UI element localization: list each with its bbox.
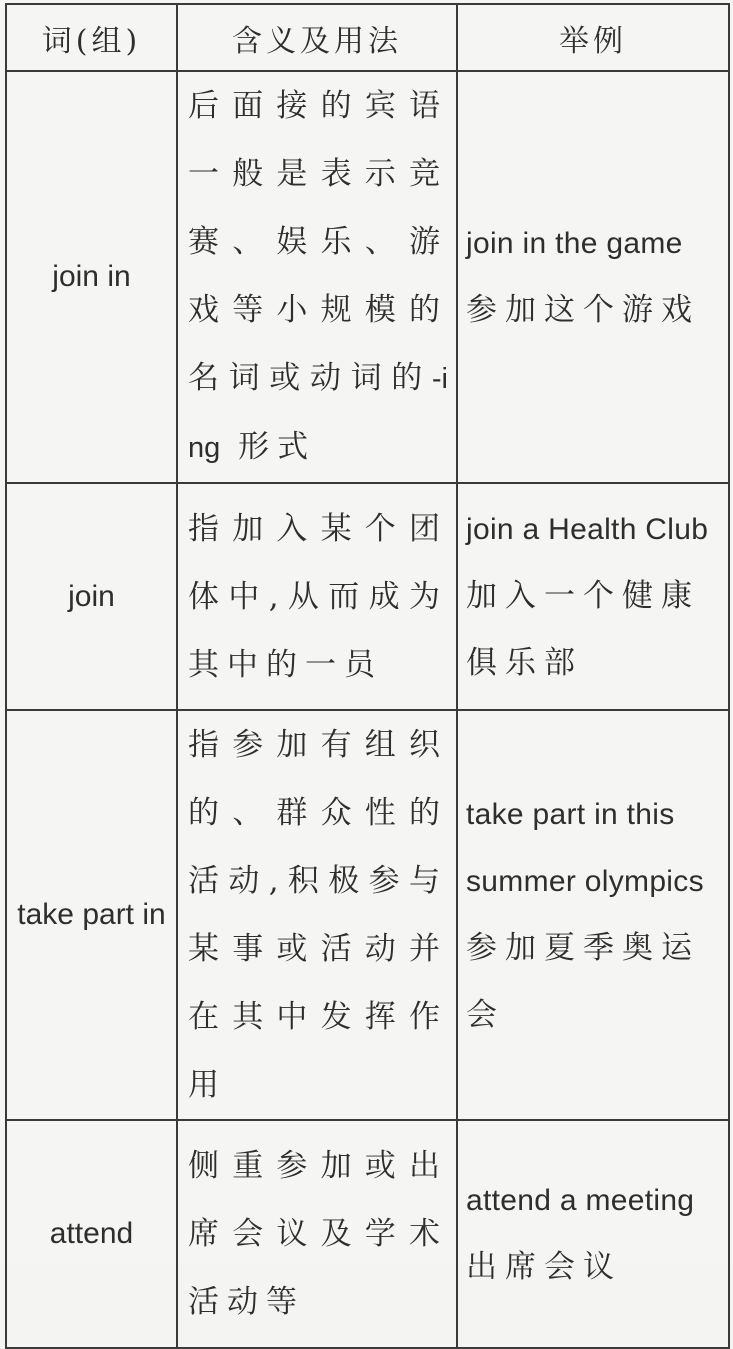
example-cell bbox=[457, 71, 729, 483]
example-en: join a Health Club bbox=[466, 513, 709, 546]
vocabulary-table bbox=[5, 3, 730, 1349]
term-cell bbox=[6, 71, 177, 483]
meaning-cell bbox=[177, 710, 457, 1120]
meaning-cell bbox=[177, 1120, 457, 1348]
table-row bbox=[6, 1120, 729, 1348]
header-meaning bbox=[177, 4, 457, 71]
example-zh: 参加夏季奥运会 bbox=[466, 930, 700, 1033]
example-zh: 参加这个游戏 bbox=[466, 292, 700, 328]
term-join: join bbox=[68, 579, 115, 613]
meaning-text: 后面接的宾语一般是表示竞赛、娱乐、游戏等小规模的名词或动词的 bbox=[188, 88, 448, 396]
table-row bbox=[6, 71, 729, 483]
term-take-part-in: take part in bbox=[17, 898, 166, 931]
header-meaning-label: 含义及用法 bbox=[232, 23, 402, 59]
header-example-label: 举例 bbox=[559, 23, 627, 59]
term-join-in: join in bbox=[52, 260, 131, 293]
example-cell bbox=[457, 710, 729, 1120]
table-row bbox=[6, 483, 729, 710]
header-term-label: 词(组) bbox=[41, 23, 142, 59]
meaning-suffix-zh: 形式 bbox=[220, 429, 317, 465]
meaning-take-part-in: 指参加有组织的、群众性的活动,积极参与某事或活动并在其中发挥作用 bbox=[188, 727, 448, 1103]
meaning-join: 指加入某个团体中,从而成为其中的一员 bbox=[188, 510, 448, 683]
example-zh: 加入一个健康俱乐部 bbox=[466, 578, 700, 681]
table-row bbox=[6, 710, 729, 1120]
term-cell bbox=[6, 710, 177, 1120]
meaning-attend: 侧重参加或出席会议及学术活动等 bbox=[188, 1148, 448, 1320]
meaning-cell bbox=[177, 483, 457, 710]
meaning-join-in bbox=[178, 72, 456, 482]
term-attend: attend bbox=[49, 1217, 134, 1250]
example-en: attend a meeting bbox=[466, 1184, 695, 1217]
example-en: join in the game bbox=[466, 227, 683, 260]
example-zh: 出席会议 bbox=[466, 1249, 622, 1285]
header-term bbox=[6, 4, 177, 71]
example-en-line-1: take part in this bbox=[466, 798, 675, 831]
term-cell bbox=[6, 1120, 177, 1348]
term-cell bbox=[6, 483, 177, 710]
header-example bbox=[457, 4, 729, 71]
example-cell bbox=[457, 1120, 729, 1348]
meaning-cell bbox=[177, 71, 457, 483]
meaning-suffix-en: -ing bbox=[188, 363, 448, 464]
example-en-line-2: summer olympics bbox=[466, 865, 704, 898]
example-cell bbox=[457, 483, 729, 710]
table-header-row bbox=[6, 4, 729, 71]
